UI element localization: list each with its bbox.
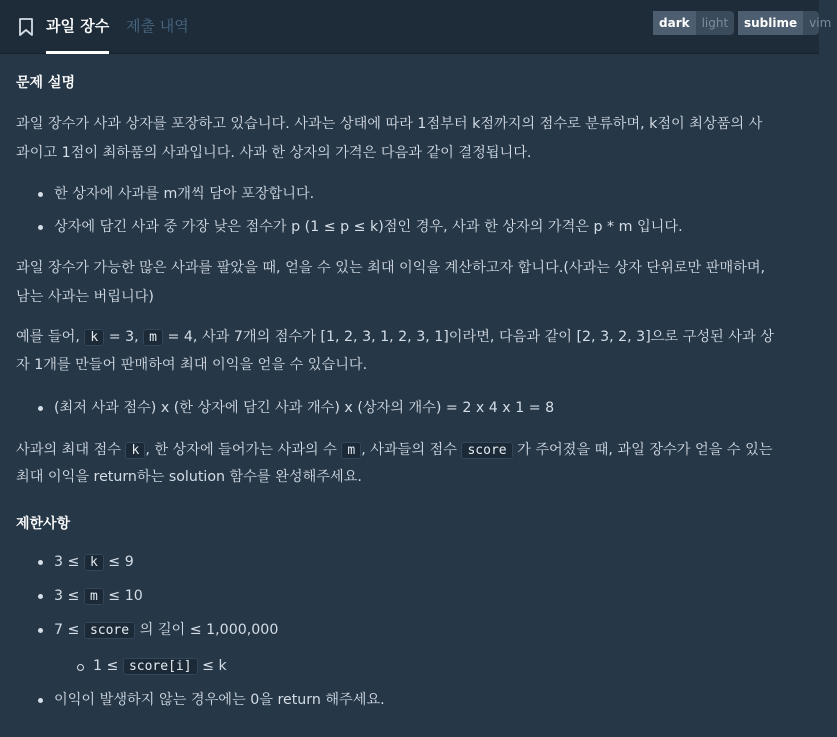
code-k: k	[125, 442, 145, 459]
constraints-heading: 제한사항	[16, 516, 71, 532]
active-tab-indicator	[46, 51, 109, 54]
example-line-2: 자 1개를 만들어 판매하여 최대 이익을 얻을 수 있습니다.	[16, 357, 368, 373]
example-formula-item: (최저 사과 점수) x (한 상자에 담긴 사과 개수) x (상자의 개수) = 2 x 4 x 1 = 8	[54, 393, 554, 423]
tab-submissions-label: 제출 내역	[126, 17, 189, 35]
code-score: score	[461, 442, 512, 459]
task-text: 가 주어졌을 때, 과일 장수가 얻을 수 있는	[517, 442, 773, 458]
constraint-text: ≤ k	[202, 658, 227, 674]
task-text: 사과의 최대 점수	[16, 442, 121, 458]
constraint-item-m	[54, 581, 143, 612]
keymap-sublime-button[interactable]: sublime	[738, 11, 803, 35]
task-line-2: 최대 이익을 return하는 solution 함수를 완성해주세요.	[16, 469, 362, 485]
code-k: k	[84, 554, 104, 571]
constraint-text: 3 ≤	[54, 554, 80, 570]
constraint-subitem-score-range	[93, 651, 227, 682]
rule-item-1: 한 상자에 사과를 m개씩 담아 포장합니다.	[54, 179, 314, 209]
tab-problem-description[interactable]	[46, 0, 109, 54]
theme-light-button[interactable]: light	[701, 16, 729, 30]
goal-line-1: 과일 장수가 가능한 많은 사과를 팔았을 때, 얻을 수 있는 최대 이익을 계산하고자 합니다.(사과는 상자 단위로만 판매하며,	[16, 260, 766, 276]
code-m: m	[341, 442, 361, 459]
code-k: k	[84, 329, 104, 346]
keymap-vim-button[interactable]: vim	[809, 16, 832, 30]
constraint-item-zero-profit: 이익이 발생하지 않는 경우에는 0을 return 해주세요.	[54, 685, 385, 715]
code-score: score	[84, 622, 135, 639]
code-m: m	[143, 329, 163, 346]
constraint-text: 7 ≤	[54, 622, 80, 638]
keymap-toggle	[738, 11, 832, 35]
theme-toggle	[653, 11, 734, 35]
goal-line-2: 남는 사과는 버립니다)	[16, 289, 154, 305]
bookmark-icon[interactable]	[17, 17, 35, 37]
constraint-text: 1 ≤	[93, 658, 119, 674]
example-text: = 3,	[108, 329, 139, 345]
task-text: , 한 상자에 들어가는 사과의 수	[145, 442, 337, 458]
example-text: 예를 들어,	[16, 329, 80, 345]
theme-dark-button[interactable]: dark	[653, 11, 696, 35]
example-text: = 4, 사과 7개의 점수가 [1, 2, 3, 1, 2, 3, 1]이라면, 다음과 같이 [2, 3, 2, 3]으로 구성된 사과 상	[167, 329, 774, 345]
code-score-i: score[i]	[123, 658, 198, 675]
constraint-item-k	[54, 547, 134, 578]
constraint-text: ≤ 9	[108, 554, 134, 570]
task-text: , 사과들의 점수	[361, 442, 457, 458]
constraint-text: 의 길이 ≤ 1,000,000	[139, 622, 279, 638]
constraint-text: 3 ≤	[54, 588, 80, 604]
intro-line-1: 과일 장수가 사과 상자를 포장하고 있습니다. 사과는 상태에 따라 1점부터 k점까지의 점수로 분류하며, k점이 최상품의 사	[16, 116, 763, 132]
tab-submissions[interactable]	[126, 0, 189, 54]
description-heading: 문제 설명	[16, 75, 75, 91]
code-m: m	[84, 588, 104, 605]
example-line-1	[16, 322, 806, 353]
constraint-text: ≤ 10	[108, 588, 143, 604]
top-bar	[0, 0, 832, 54]
intro-line-2: 과이고 1점이 최하품의 사과입니다. 사과 한 상자의 가격은 다음과 같이 결정됩니다.	[16, 145, 532, 161]
rule-item-2: 상자에 담긴 사과 중 가장 낮은 점수가 p (1 ≤ p ≤ k)점인 경우, 사과 한 상자의 가격은 p * m 입니다.	[54, 212, 683, 242]
tab-problem-label: 과일 장수	[46, 17, 110, 35]
constraint-item-score-length	[54, 615, 278, 646]
